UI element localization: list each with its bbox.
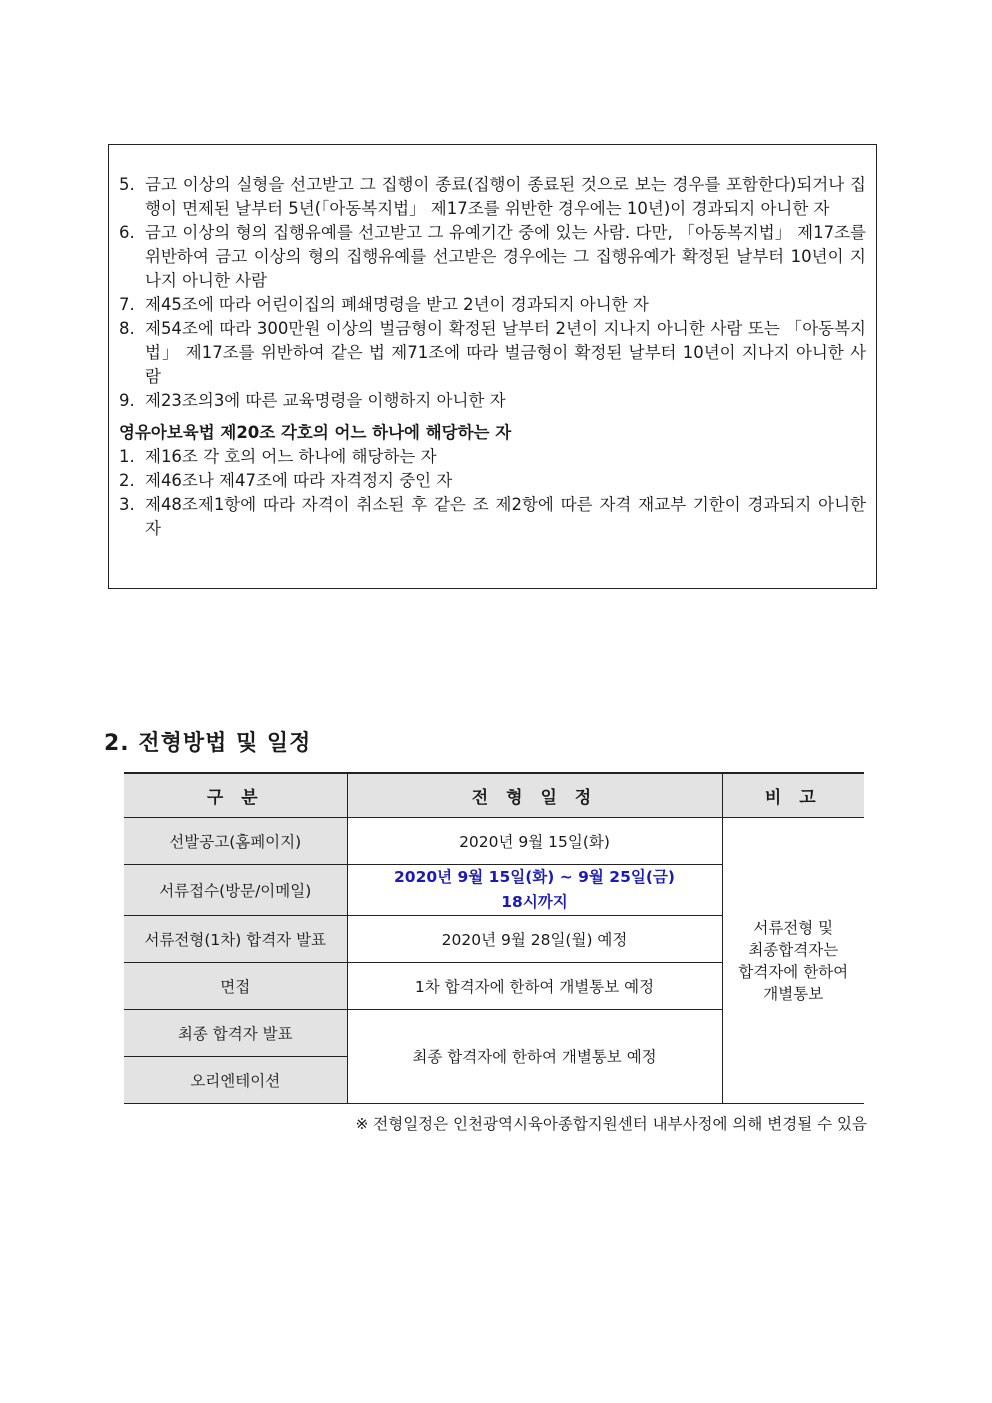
row-schedule: 2020년 9월 28일(월) 예정: [347, 915, 722, 962]
schedule-line: 18시까지: [501, 892, 568, 911]
table-header-row: [124, 773, 864, 817]
list-item: [119, 493, 866, 541]
remark-cell: [722, 817, 864, 1103]
item-text: 제16조 각 호의 어느 하나에 해당하는 자: [145, 447, 437, 466]
section-title: 2. 전형방법 및 일정: [104, 731, 312, 756]
row-schedule: 1차 합격자에 한하여 개별통보 예정: [347, 962, 722, 1009]
footnote: ※ 전형일정은 인천광역시육아종합지원센터 내부사정에 의해 변경될 수 있음: [355, 1115, 867, 1133]
disqualification-box: [108, 144, 877, 589]
subheading: 영유아보육법 제20조 각호의 어느 하나에 해당하는 자: [119, 423, 512, 442]
schedule-table: [124, 772, 864, 1104]
list-item: [119, 293, 866, 317]
row-label: 최종 합격자 발표: [124, 1009, 347, 1056]
list-item: [119, 221, 866, 293]
item-text: 금고 이상의 실형을 선고받고 그 집행이 종료(집행이 종료된 것으로 보는 경우를 포함한다)되거나 집행이 면제된 날부터 5년(「아동복지법」 제17조를 위반한 경우에는 10년)이 경과되지 아니한 자: [145, 175, 866, 218]
item-text: 금고 이상의 형의 집행유예를 선고받고 그 유예기간 중에 있는 사람. 다만, 「아동복지법」 제17조를 위반하여 금고 이상의 형의 집행유예를 선고받은 경우에는 그 집행유예가 확정된 날부터 10년이 지나지 아니한 사람: [145, 223, 866, 290]
item-number: 9.: [119, 391, 135, 410]
header-remark: 비 고: [722, 773, 864, 817]
list-item: [119, 389, 866, 413]
item-text: 제54조에 따라 300만원 이상의 벌금형이 확정된 날부터 2년이 지나지 아니한 사람 또는 「아동복지법」 제17조를 위반하여 같은 법 제71조에 따라 벌금형이 확정된 날부터 10년이 지나지 아니한 사람: [145, 319, 866, 386]
row-label: 서류전형(1차) 합격자 발표: [124, 915, 347, 962]
item-number: 7.: [119, 295, 135, 314]
item-text: 제46조나 제47조에 따라 자격정지 중인 자: [145, 471, 453, 490]
remark-line: 개별통보: [763, 985, 824, 1003]
remark-line: 합격자에 한하여: [738, 963, 849, 981]
row-schedule-merged: 최종 합격자에 한하여 개별통보 예정: [347, 1009, 722, 1103]
list-item: [119, 173, 866, 221]
row-schedule-highlight: [347, 864, 722, 915]
item-text: 제48조제1항에 따라 자격이 취소된 후 같은 조 제2항에 따른 자격 재교부 기한이 경과되지 아니한 자: [145, 495, 866, 538]
header-schedule: 전 형 일 정: [347, 773, 722, 817]
schedule-line: 2020년 9월 15일(화) ~ 9월 25일(금): [394, 867, 675, 886]
row-schedule: 2020년 9월 15일(화): [347, 817, 722, 864]
remark-line: 서류전형 및: [753, 919, 834, 937]
table-row: [124, 817, 864, 864]
header-category: 구 분: [124, 773, 347, 817]
item-number: 2.: [119, 471, 135, 490]
row-label: 면접: [124, 962, 347, 1009]
row-label: 서류접수(방문/이메일): [124, 864, 347, 915]
item-text: 제23조의3에 따른 교육명령을 이행하지 아니한 자: [145, 391, 506, 410]
item-number: 1.: [119, 447, 135, 466]
list-item: [119, 469, 866, 493]
item-number: 5.: [119, 175, 135, 194]
remark-line: 최종합격자는: [748, 941, 839, 959]
list-item: [119, 317, 866, 389]
item-number: 8.: [119, 319, 135, 338]
row-label: 오리엔테이션: [124, 1056, 347, 1103]
row-label: 선발공고(홈페이지): [124, 817, 347, 864]
item-number: 6.: [119, 223, 135, 242]
item-number: 3.: [119, 495, 135, 514]
list-item: [119, 445, 866, 469]
item-text: 제45조에 따라 어린이집의 폐쇄명령을 받고 2년이 경과되지 아니한 자: [145, 295, 649, 314]
